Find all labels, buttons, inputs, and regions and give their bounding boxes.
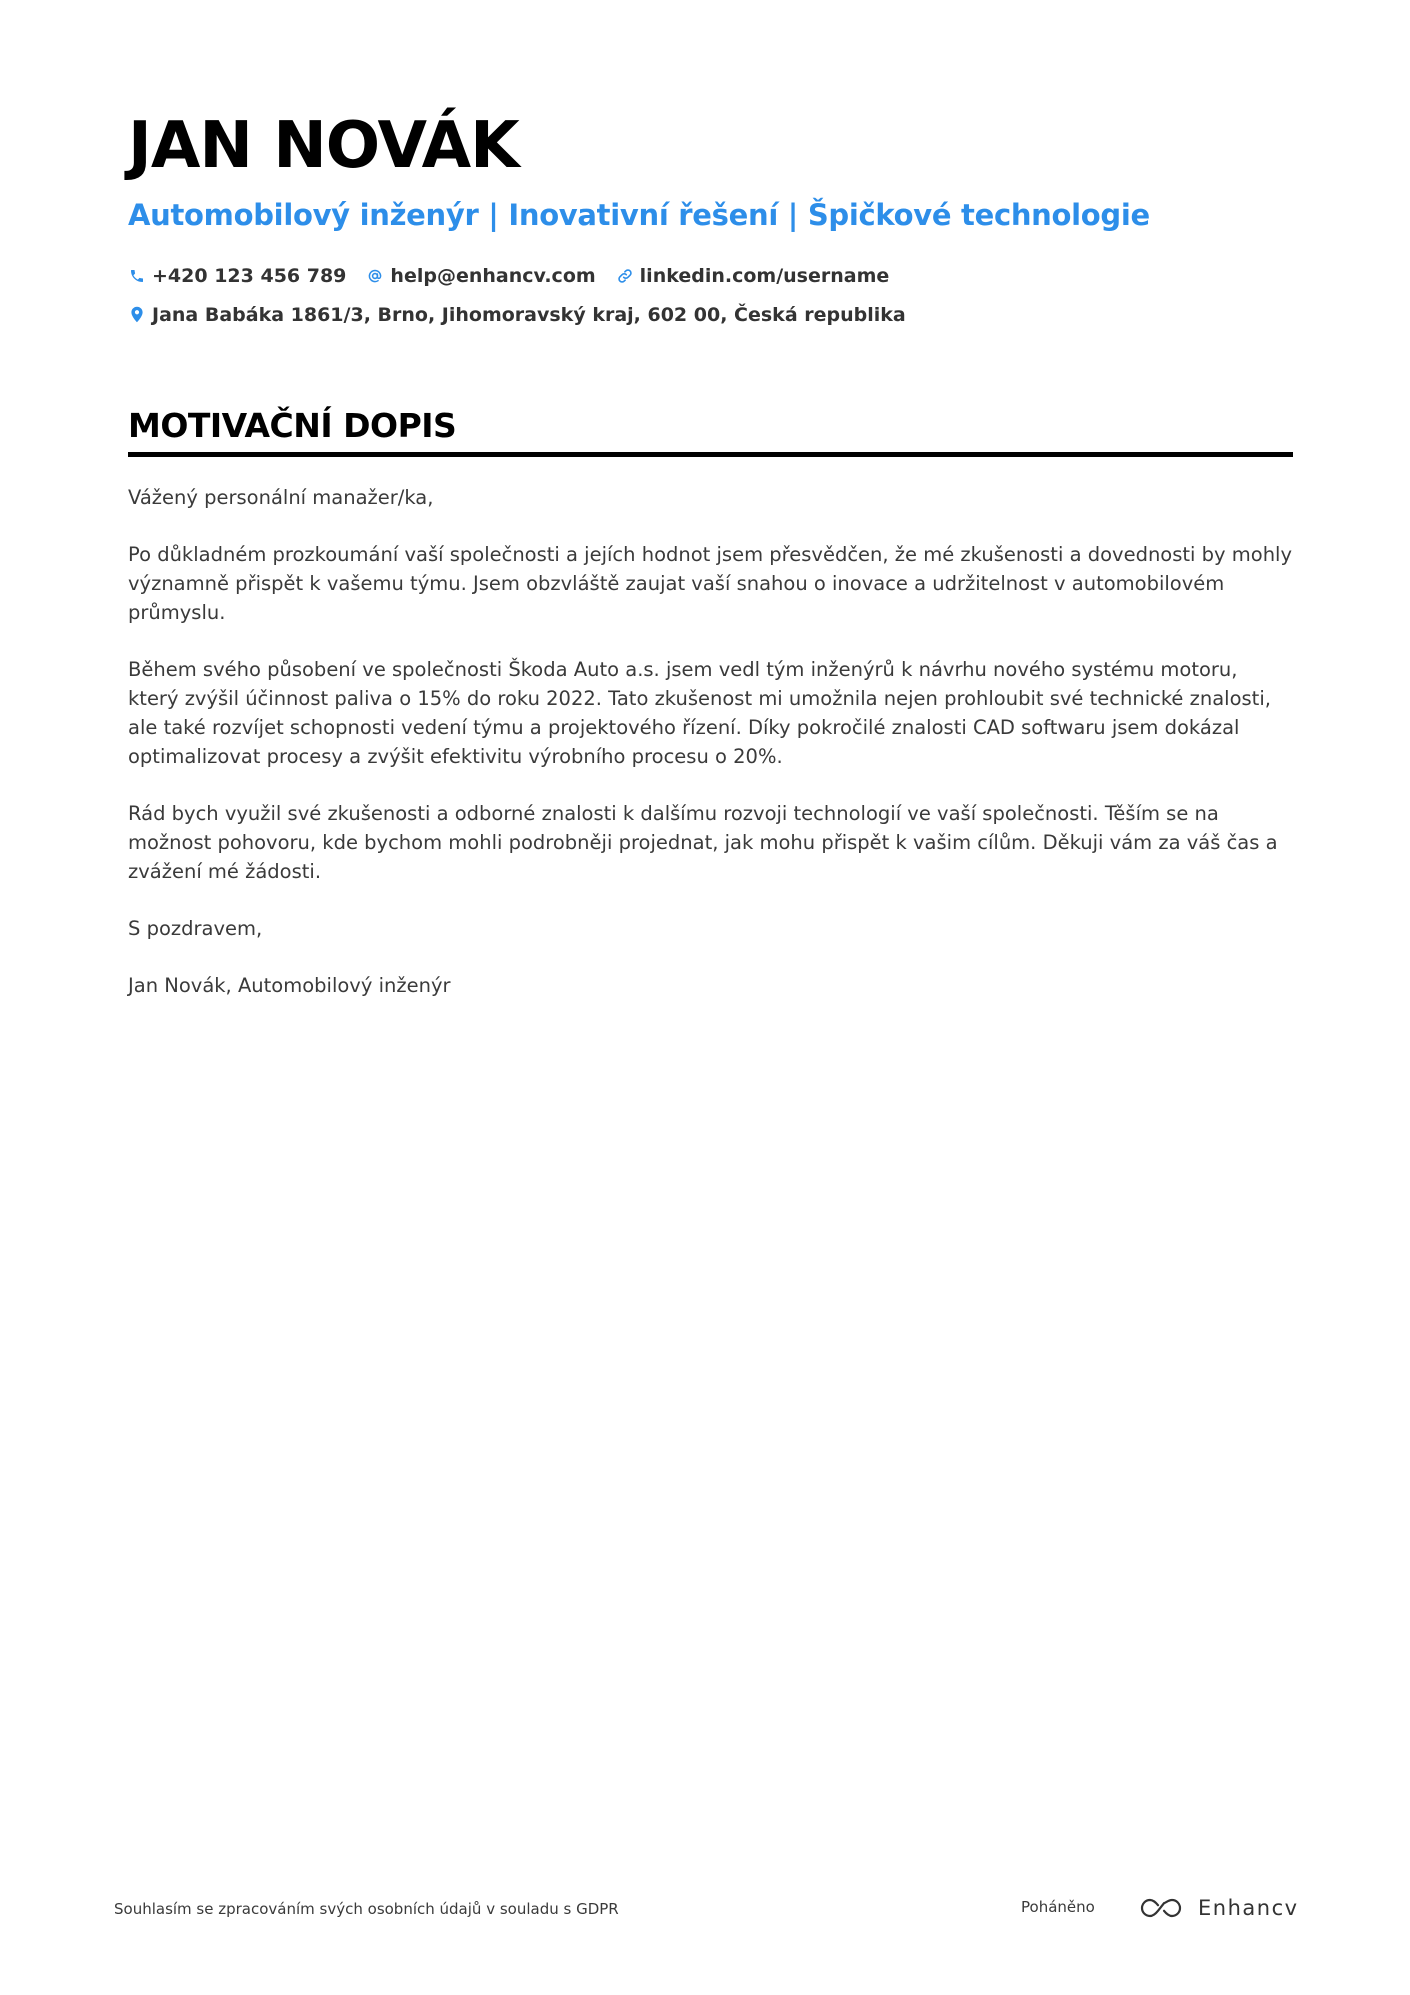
letter-paragraph: Rád bych využil své zkušenosti a odborné znalosti k dalšímu rozvoji technologií ve vaší společnosti. Těším se na možnost pohovoru, kde bychom mohli podrobněji projednat, jak mohu přispět k vašim cílům. Děkuji vám za váš čas a zvážení mé žádosti. bbox=[128, 802, 1278, 883]
profile-link[interactable]: linkedin.com/username bbox=[639, 264, 890, 287]
letter-closing: S pozdravem, bbox=[128, 917, 263, 940]
candidate-headline: Automobilový inženýr | Inovativní řešení | Špičkové technologie bbox=[128, 198, 1150, 232]
powered-by-label: Poháněno bbox=[1021, 1898, 1095, 1916]
email-address[interactable]: help@enhancv.com bbox=[390, 264, 596, 287]
phone-icon bbox=[128, 267, 146, 285]
letter-paragraph: Po důkladném prozkoumání vaší společnosti a jejích hodnot jsem přesvědčen, že mé zkušenosti a dovednosti by mohly významně přispět k vašemu týmu. Jsem obzvláště zaujat vaší snahou o inovace a udržitelnost v automobilovém průmyslu. bbox=[128, 543, 1293, 624]
letter-body bbox=[128, 483, 1293, 1000]
letter-paragraph: Během svého působení ve společnosti Škoda Auto a.s. jsem vedl tým inženýrů k návrhu nového systému motoru, který zvýšil účinnost paliva o 15% do roku 2022. Tato zkušenost mi umožnila nejen prohloubit své technické znalosti, ale také rozvíjet schopnosti vedení týmu a projektového řízení. Díky pokročilé znalosti CAD softwaru jsem dokázal optimalizovat procesy a zvýšit efektivitu výrobního procesu o 20%. bbox=[128, 658, 1271, 768]
address-contact bbox=[128, 304, 906, 326]
link-contact bbox=[616, 265, 890, 287]
footer bbox=[114, 1890, 1299, 1930]
contact-row-primary bbox=[128, 256, 1293, 295]
candidate-name: JAN NOVÁK bbox=[128, 109, 519, 183]
cover-letter-section bbox=[128, 404, 1293, 1028]
location-pin-icon bbox=[128, 306, 146, 324]
phone-number: +420 123 456 789 bbox=[152, 264, 347, 287]
at-icon bbox=[366, 267, 384, 285]
section-title: MOTIVAČNÍ DOPIS bbox=[128, 406, 457, 445]
email-contact bbox=[366, 265, 595, 287]
letter-greeting: Vážený personální manažer/ka, bbox=[128, 486, 434, 509]
enhancv-logo bbox=[1138, 1895, 1184, 1921]
contact-row-address bbox=[128, 295, 1293, 334]
gdpr-consent: Souhlasím se zpracováním svých osobních údajů v souladu s GDPR bbox=[114, 1900, 619, 1918]
brand-name: Enhancv bbox=[1198, 1896, 1299, 1920]
postal-address: Jana Babáka 1861/3, Brno, Jihomoravský kraj, 602 00, Česká republika bbox=[152, 303, 906, 326]
enhancv-brand[interactable] bbox=[1138, 1890, 1299, 1926]
phone-contact bbox=[128, 265, 346, 287]
link-icon bbox=[616, 267, 634, 285]
letter-signature: Jan Novák, Automobilový inženýr bbox=[128, 974, 451, 997]
contact-info bbox=[128, 256, 1293, 334]
section-divider bbox=[128, 452, 1293, 457]
header bbox=[128, 108, 1293, 334]
